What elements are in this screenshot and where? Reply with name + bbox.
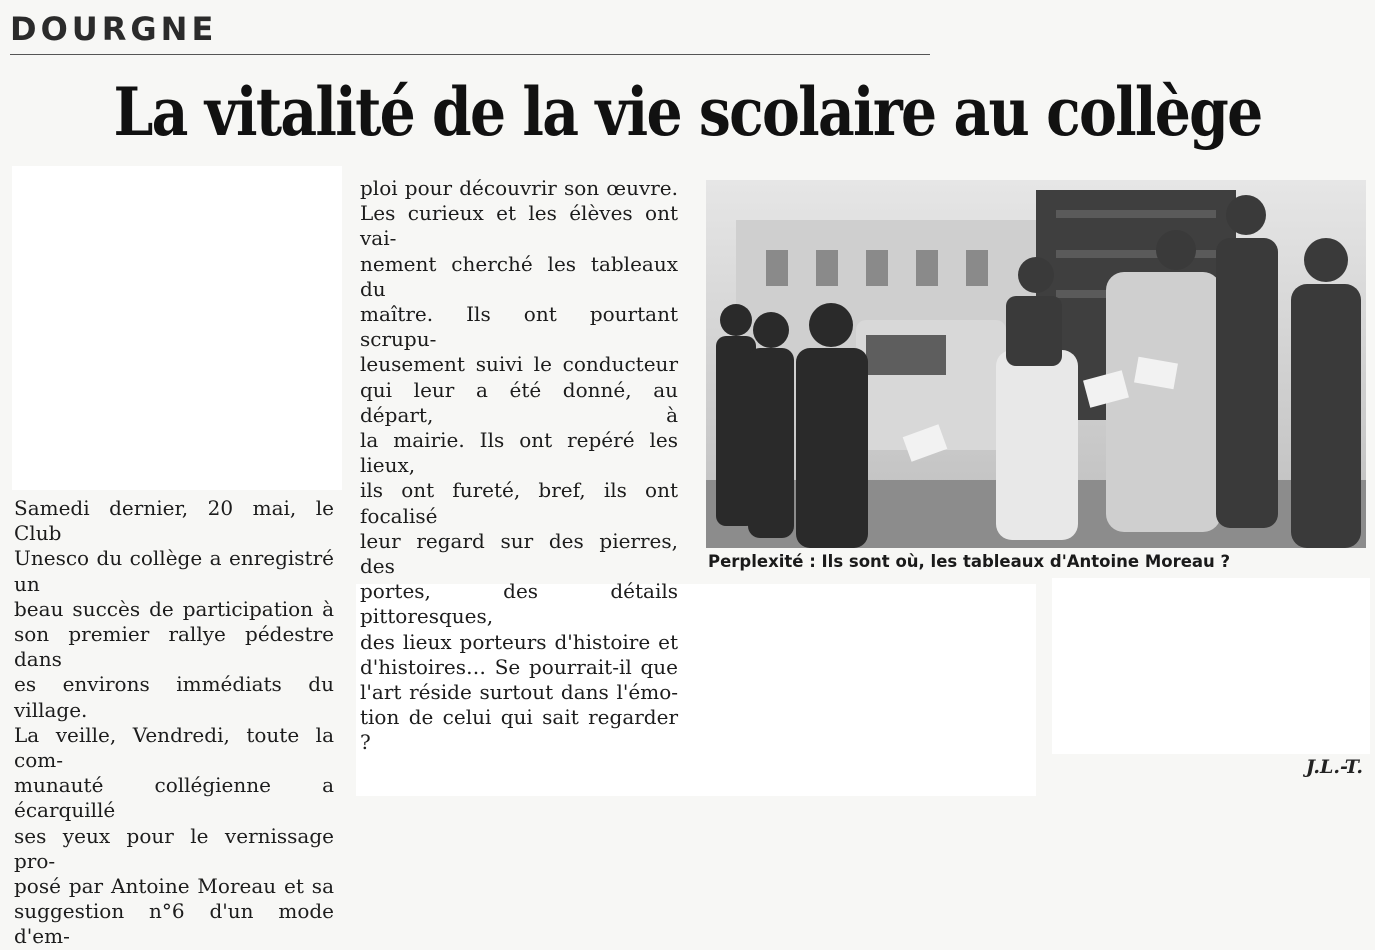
article-line: tion de celui qui sait regarder ?: [360, 705, 678, 755]
article-line: son premier rallye pédestre dans: [14, 622, 334, 672]
article-line: beau succès de participation à: [14, 596, 334, 621]
article-line: leusement suivi le conducteur: [360, 352, 678, 377]
article-line: des lieux porteurs d'histoire et: [360, 629, 678, 654]
article-column-1: [14, 496, 334, 950]
article-line: ses yeux pour le vernissage pro-: [14, 823, 334, 873]
section-label: DOURGNE: [10, 10, 218, 48]
section-rule: [10, 54, 930, 55]
article-line: nement cherché les tableaux du: [360, 251, 678, 301]
article-line: ils ont fureté, bref, ils ont focalisé: [360, 478, 678, 528]
article-line: leur regard sur des pierres, des: [360, 528, 678, 579]
article-line: maître. Ils ont pourtant scrupu-: [360, 302, 678, 352]
article-column-2: [360, 176, 678, 756]
article-line: es environs immédiats du village.: [14, 672, 334, 722]
photo-caption: Perplexité : Ils sont où, les tableaux d'Antoine Moreau ?: [708, 552, 1231, 571]
group-photo-icon: [706, 180, 1366, 548]
article-line: portes, des détails pittoresques,: [360, 579, 678, 629]
article-line: la mairie. Ils ont repéré les lieux,: [360, 428, 678, 478]
article-line: Les curieux et les élèves ont vai-: [360, 201, 678, 251]
article-line: Unesco du collège a enregistré un: [14, 546, 334, 596]
article-line: munauté collégienne a écarquillé: [14, 773, 334, 823]
article-line: Samedi dernier, 20 mai, le Club: [14, 496, 334, 546]
article-line: d'histoires… Se pourrait-il que: [360, 654, 678, 679]
headline: La vitalité de la vie scolaire au collège: [113, 73, 1262, 151]
author-signature: J.L.-T.: [1305, 756, 1363, 778]
article-line: ploi pour découvrir son œuvre.: [360, 176, 678, 200]
article-line: l'art réside surtout dans l'émo-: [360, 680, 678, 705]
article-line: suggestion n°6 d'un mode d'em-: [14, 899, 334, 949]
article-line: posé par Antoine Moreau et sa: [14, 874, 334, 899]
article-line: La veille, Vendredi, toute la com-: [14, 722, 334, 773]
blank-area-top-left: [12, 166, 342, 490]
blank-area-bottom-right: [1052, 578, 1370, 754]
article-line: qui leur a été donné, au départ, à: [360, 377, 678, 427]
